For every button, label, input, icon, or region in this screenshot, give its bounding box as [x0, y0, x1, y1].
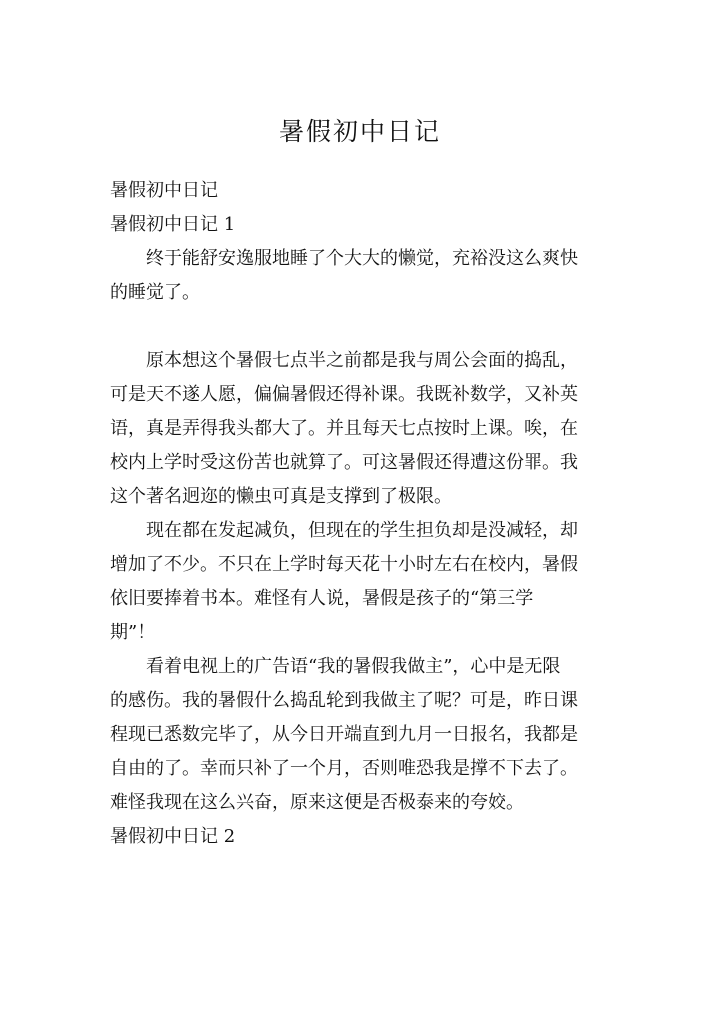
paragraph-line: 语，真是弄得我头都大了。并且每天七点按时上课。唉，在 [110, 418, 578, 439]
document-body [110, 174, 615, 854]
paragraph-line: 难怪我现在这么兴奋，原来这便是否极泰来的夸姣。 [110, 792, 524, 813]
blank-line [110, 310, 615, 344]
section-heading-1: 暑假初中日记 1 [110, 214, 236, 235]
paragraph-line: 期”！ [110, 622, 156, 643]
paragraph-line: 这个著名迥迩的懒虫可真是支撑到了极限。 [110, 486, 452, 507]
section-heading-2: 暑假初中日记 2 [110, 826, 236, 847]
paragraph-line: 看着电视上的广告语“我的暑假我做主”，心中是无限 [146, 656, 561, 677]
paragraph-line: 的感伤。我的暑假什么捣乱轮到我做主了呢？可是，昨日课 [110, 690, 578, 711]
heading-line: 暑假初中日记 [110, 180, 218, 201]
paragraph-line: 程现已悉数完毕了，从今日开端直到九月一日报名，我都是 [110, 724, 578, 745]
paragraph-line: 原本想这个暑假七点半之前都是我与周公会面的捣乱， [146, 350, 578, 371]
paragraph-line: 校内上学时受这份苦也就算了。可这暑假还得遭这份罪。我 [110, 452, 578, 473]
paragraph-line: 的睡觉了。 [110, 282, 200, 303]
paragraph-line: 现在都在发起减负，但现在的学生担负却是没减轻，却 [146, 520, 578, 541]
document-title: 暑假初中日记 [278, 117, 441, 146]
paragraph-line: 增加了不少。不只在上学时每天花十小时左右在校内，暑假 [110, 554, 578, 575]
paragraph-line: 终于能舒安逸服地睡了个大大的懒觉，充裕没这么爽快 [146, 248, 578, 269]
paragraph-line: 依旧要捧着书本。难怪有人说，暑假是孩子的“第三学 [110, 588, 534, 609]
paragraph-line: 可是天不遂人愿，偏偏暑假还得补课。我既补数学，又补英 [110, 384, 578, 405]
paragraph-line: 自由的了。幸而只补了一个月，否则唯恐我是撑不下去了。 [110, 758, 578, 779]
